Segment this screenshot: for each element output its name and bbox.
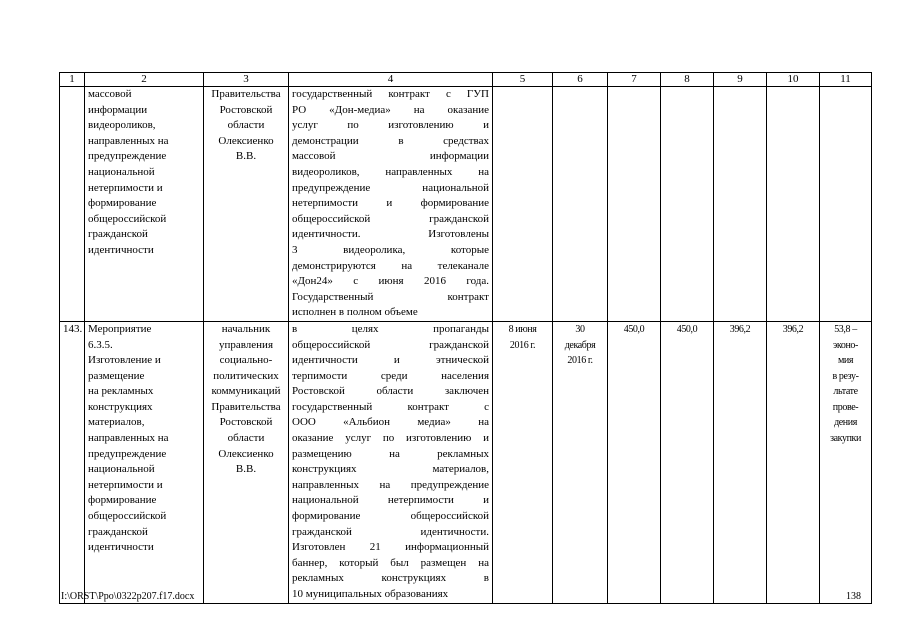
cell-text-line: формирование общероссийской	[292, 510, 489, 523]
page-number: 138	[846, 591, 861, 602]
responsible-cell	[204, 87, 289, 322]
col-header: 2	[85, 73, 204, 87]
cell-text-line: материалов,	[88, 416, 145, 429]
cell-text-line: области	[227, 119, 265, 132]
cell-text-line: общероссийской	[88, 212, 167, 225]
cell-text-line: РО «Дон-медиа» на оказание	[292, 103, 489, 116]
col-header: 4	[289, 73, 493, 87]
cell-text-line: Государственный контракт	[292, 290, 489, 303]
cell-text-line: декабря	[564, 339, 596, 351]
cell-text-line: нетерпимости и формирование	[292, 197, 489, 210]
cell-text-line: демонстрации в средствах	[292, 134, 489, 147]
cell-text-line: Изготовление и	[88, 354, 161, 367]
cell-text-line: предупреждение национальной	[292, 181, 489, 194]
cell-text-line: информации	[88, 103, 148, 116]
cell-text-line: 2016 г.	[509, 339, 536, 351]
row-number-cell	[60, 87, 85, 322]
cell-text-line: исполнен в полном объеме	[292, 306, 418, 319]
cell-text-line: формирование	[88, 197, 157, 210]
col-header: 6	[553, 73, 608, 87]
empty-cell	[661, 87, 714, 322]
empty-cell	[820, 87, 872, 322]
cell-text-line: направленных на предупреждение	[292, 478, 489, 491]
cell-text-line: идентичности	[88, 243, 154, 256]
col-header: 3	[204, 73, 289, 87]
cell-text-line: 53,8 –	[834, 323, 857, 335]
cell-text-line: 6.3.5.	[88, 338, 113, 351]
cell-text-line: конструкциях материалов,	[292, 463, 489, 476]
cell-text-line: дения	[834, 417, 857, 429]
cell-text-line: идентичности. Изготовлены	[292, 228, 489, 241]
cell-text-line: государственный контракт с	[292, 400, 489, 413]
cell-text-line: нетерпимости и	[88, 181, 163, 194]
cell-text-line: Ростовской	[219, 416, 273, 429]
cell-text-line: льтате	[833, 386, 858, 398]
actual-amount-cell: 396,2	[714, 321, 767, 603]
cell-text-line: 30	[575, 323, 585, 335]
cell-text-line: закупки	[830, 433, 861, 445]
col-header: 1	[60, 73, 85, 87]
cell-text-line: мия	[837, 355, 854, 367]
cell-text-line: Правительства	[211, 88, 281, 100]
cell-text-line: предупреждение	[88, 447, 167, 460]
event-cell	[85, 321, 204, 603]
cell-text-line: Ростовской области заключен	[292, 385, 489, 398]
cell-text-line: общероссийской гражданской	[292, 338, 489, 351]
cell-text-line: Изготовлен 21 информационный	[292, 541, 489, 554]
cell-text-line: в резу-	[832, 370, 859, 382]
cell-text-line: «Дон24» с июня 2016 года.	[292, 275, 489, 288]
col-header: 5	[493, 73, 553, 87]
cell-text-line: видеороликов, направленных на	[292, 165, 489, 178]
cell-text-line: общероссийской гражданской	[292, 212, 489, 225]
cell-text-line: Правительства	[211, 400, 281, 413]
cell-text-line: конструкциях	[88, 400, 153, 413]
cell-text-line: В.В.	[235, 463, 257, 476]
cell-text-line: области	[227, 432, 265, 445]
empty-cell	[608, 87, 661, 322]
cell-text-line: гражданской идентичности.	[292, 525, 489, 538]
col-header: 8	[661, 73, 714, 87]
cell-text-line: государственный контракт с ГУП	[292, 88, 489, 100]
planned-amount-cell: 450,0	[661, 321, 714, 603]
cell-text-line: массовой информации	[292, 150, 489, 163]
cell-text-line: формирование	[88, 494, 157, 507]
event-cell	[85, 87, 204, 322]
cell-text-line: нетерпимости и	[88, 478, 163, 491]
cell-text-line: 3 видеоролика, которые	[292, 243, 489, 256]
cell-text-line: размещению на рекламных	[292, 447, 489, 460]
cell-text-line: оказание услуг по изготовлению и	[292, 432, 489, 445]
cell-text-line: терпимости среди населения	[292, 369, 489, 382]
cell-text-line: массовой	[88, 88, 132, 100]
cell-text-line: направленных на	[88, 432, 169, 445]
cell-text-line: демонстрируются на телеканале	[292, 259, 489, 272]
responsible-cell	[204, 321, 289, 603]
col-header: 7	[608, 73, 661, 87]
planned-amount-cell: 450,0	[608, 321, 661, 603]
result-cell	[289, 321, 493, 603]
cell-text-line: эконо-	[833, 339, 858, 351]
savings-cell	[820, 321, 872, 603]
cell-text-line: национальной	[88, 463, 155, 476]
cell-text-line: услуг по изготовлению и	[292, 119, 489, 132]
cell-text-line: социально-	[219, 354, 273, 367]
cell-text-line: рекламных конструкциях в	[292, 572, 489, 585]
cell-text-line: направленных на	[88, 134, 169, 147]
col-header: 11	[820, 73, 872, 87]
cell-text-line: идентичности и этнической	[292, 354, 489, 367]
cell-text-line: коммуникаций	[211, 385, 281, 398]
cell-text-line: политических	[213, 369, 279, 382]
cell-text-line: 2016 г.	[567, 355, 593, 367]
empty-cell	[767, 87, 820, 322]
cell-text-line: национальной нетерпимости и	[292, 494, 489, 507]
table-row	[60, 87, 872, 322]
cell-text-line: предупреждение	[88, 150, 167, 163]
cell-text-line: начальник	[221, 322, 271, 335]
cell-text-line: видеороликов,	[88, 119, 156, 132]
cell-text-line: в целях пропаганды	[292, 322, 489, 335]
cell-text-line: Олексиенко	[218, 134, 274, 147]
cell-text-line: управления	[218, 338, 274, 351]
cell-text-line: национальной	[88, 165, 155, 178]
cell-text-line: на рекламных	[88, 385, 154, 398]
cell-text-line: 10 муниципальных образованиях	[292, 588, 449, 600]
cell-text-line: В.В.	[235, 150, 257, 163]
result-cell	[289, 87, 493, 322]
cell-text-line: баннер, который был размещен на	[292, 556, 489, 569]
cell-text-line: гражданской	[88, 525, 148, 538]
file-path: I:\ORST\Ppo\0322p207.f17.docx	[61, 591, 195, 602]
row-number-cell: 143.	[60, 321, 85, 603]
cell-text-line: 8 июня	[508, 323, 537, 335]
cell-text-line: гражданской	[88, 228, 148, 241]
cell-text-line: общероссийской	[88, 510, 167, 523]
table-row	[60, 321, 872, 603]
start-date-cell	[493, 321, 553, 603]
actual-amount-cell: 396,2	[767, 321, 820, 603]
end-date-cell	[553, 321, 608, 603]
cell-text-line: ООО «Альбион медиа» на	[292, 416, 489, 429]
col-header: 10	[767, 73, 820, 87]
empty-cell	[493, 87, 553, 322]
header-row	[60, 73, 872, 87]
report-table	[59, 72, 872, 604]
cell-text-line: Мероприятие	[88, 322, 152, 335]
cell-text-line: идентичности	[88, 541, 154, 554]
empty-cell	[714, 87, 767, 322]
cell-text-line: размещение	[88, 369, 145, 382]
col-header: 9	[714, 73, 767, 87]
cell-text-line: Олексиенко	[218, 447, 274, 460]
cell-text-line: прове-	[832, 401, 859, 413]
cell-text-line: Ростовской	[219, 103, 273, 116]
empty-cell	[553, 87, 608, 322]
